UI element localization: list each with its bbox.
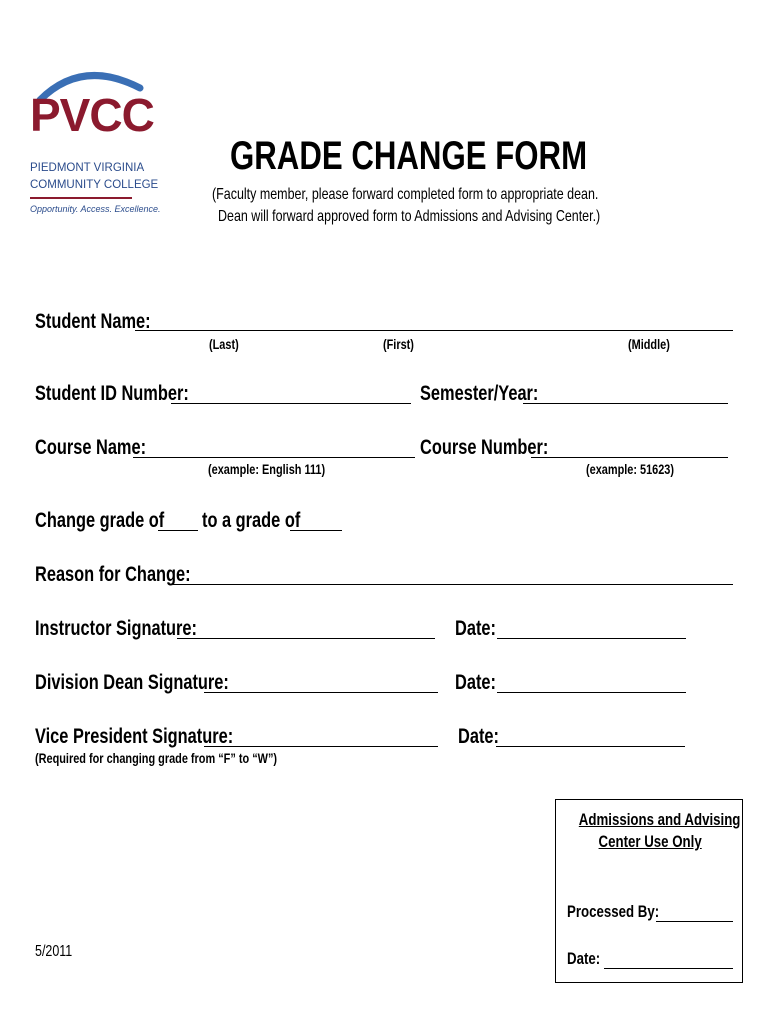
- instructor-signature-field[interactable]: [177, 638, 435, 639]
- course-name-label: Course Name:: [35, 436, 147, 459]
- admissions-date-label: Date:: [567, 949, 601, 968]
- name-middle-caption: (Middle): [628, 336, 670, 352]
- instructor-date-label: Date:: [455, 617, 496, 640]
- student-id-label: Student ID Number:: [35, 382, 189, 405]
- student-name-field[interactable]: [135, 330, 733, 331]
- dean-date-field[interactable]: [497, 692, 686, 693]
- vp-signature-field[interactable]: [204, 746, 438, 747]
- revision-date: 5/2011: [35, 943, 73, 960]
- student-id-field[interactable]: [171, 403, 411, 404]
- semester-year-field[interactable]: [523, 403, 728, 404]
- course-name-example: (example: English 111): [208, 461, 326, 477]
- instructor-date-field[interactable]: [497, 638, 686, 639]
- admissions-box-title-line2: Center Use Only: [598, 832, 702, 851]
- student-name-label: Student Name:: [35, 310, 151, 333]
- dean-signature-field[interactable]: [204, 692, 438, 693]
- reason-field[interactable]: [173, 584, 733, 585]
- pvcc-logo: [22, 60, 161, 230]
- course-number-field[interactable]: [531, 457, 728, 458]
- vp-signature-label: Vice President Signature:: [35, 725, 234, 748]
- logo-college-line1: PIEDMONT VIRGINIA: [30, 162, 145, 174]
- semester-year-label: Semester/Year:: [420, 382, 539, 405]
- vp-date-label: Date:: [458, 725, 499, 748]
- reason-label: Reason for Change:: [35, 563, 191, 586]
- logo-tagline: Opportunity. Access. Excellence.: [30, 204, 161, 214]
- course-number-label: Course Number:: [420, 436, 549, 459]
- instructions-line2: Dean will forward approved form to Admissions and Advising Center.): [218, 208, 601, 225]
- to-grade-label: to a grade of: [202, 509, 301, 532]
- dean-signature-label: Division Dean Signature:: [35, 671, 229, 694]
- admissions-date-field[interactable]: [604, 968, 733, 969]
- new-grade-field[interactable]: [290, 530, 342, 531]
- course-name-field[interactable]: [133, 457, 415, 458]
- admissions-use-box: [555, 799, 743, 983]
- vp-signature-note: (Required for changing grade from “F” to “W”): [35, 750, 278, 766]
- admissions-box-title-line1: Admissions and Advising: [578, 810, 741, 829]
- course-number-example: (example: 51623): [586, 461, 675, 477]
- processed-by-label: Processed By:: [567, 902, 660, 921]
- dean-date-label: Date:: [455, 671, 496, 694]
- instructor-signature-label: Instructor Signature:: [35, 617, 197, 640]
- old-grade-field[interactable]: [158, 530, 198, 531]
- logo-college-line2: COMMUNITY COLLEGE: [30, 179, 159, 191]
- logo-abbreviation: PVCC: [30, 89, 154, 141]
- form-title: GRADE CHANGE FORM: [230, 134, 588, 178]
- vp-date-field[interactable]: [496, 746, 685, 747]
- name-first-caption: (First): [383, 336, 414, 352]
- instructions-line1: (Faculty member, please forward completed form to appropriate dean.: [212, 186, 599, 203]
- logo-divider: [30, 197, 132, 199]
- name-last-caption: (Last): [209, 336, 239, 352]
- change-grade-label: Change grade of: [35, 509, 165, 532]
- processed-by-field[interactable]: [656, 921, 733, 922]
